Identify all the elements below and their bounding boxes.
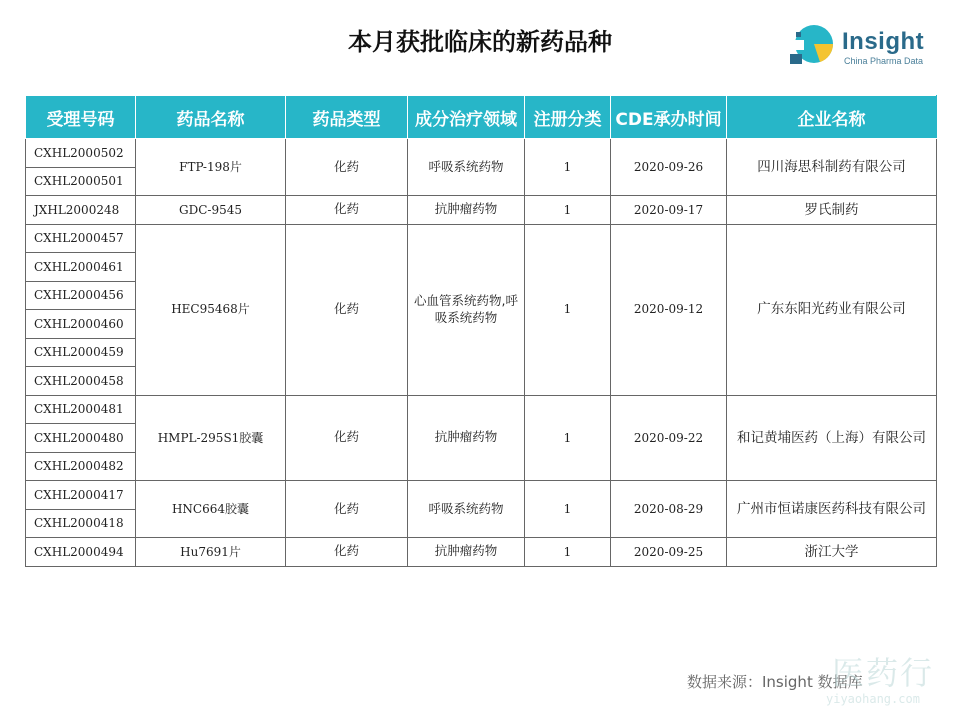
column-header-area: 成分治疗领域 (408, 96, 525, 139)
drug-name-cell: HEC95468片 (136, 224, 286, 395)
acceptance-number-cell: CXHL2000460 (26, 310, 136, 339)
acceptance-number-cell: CXHL2000417 (26, 481, 136, 510)
therapy-area-cell: 呼吸系统药物 (408, 481, 525, 538)
acceptance-number-cell: CXHL2000482 (26, 452, 136, 481)
cde-date-cell: 2020-09-25 (611, 538, 727, 567)
therapy-area-cell: 抗肿瘤药物 (408, 196, 525, 225)
acceptance-number-cell: CXHL2000502 (26, 139, 136, 168)
column-header-class: 注册分类 (525, 96, 611, 139)
acceptance-number-cell: CXHL2000480 (26, 424, 136, 453)
table-row (26, 196, 937, 225)
acceptance-number-cell: CXHL2000459 (26, 338, 136, 367)
therapy-area-cell: 抗肿瘤药物 (408, 538, 525, 567)
registration-class-cell: 1 (525, 481, 611, 538)
acceptance-number-cell: CXHL2000418 (26, 509, 136, 538)
column-header-company: 企业名称 (727, 96, 937, 139)
drug-name-cell: Hu7691片 (136, 538, 286, 567)
table-row (26, 224, 937, 253)
cde-date-cell: 2020-09-26 (611, 139, 727, 196)
therapy-area-cell: 呼吸系统药物 (408, 139, 525, 196)
drug-name-cell: HNC664胶囊 (136, 481, 286, 538)
acceptance-number-cell: CXHL2000458 (26, 367, 136, 396)
column-header-type: 药品类型 (286, 96, 408, 139)
cde-date-cell: 2020-08-29 (611, 481, 727, 538)
company-cell: 浙江大学 (727, 538, 937, 567)
drug-type-cell: 化药 (286, 481, 408, 538)
registration-class-cell: 1 (525, 224, 611, 395)
cde-date-cell: 2020-09-12 (611, 224, 727, 395)
drug-type-cell: 化药 (286, 196, 408, 225)
company-cell: 四川海思科制药有限公司 (727, 139, 937, 196)
column-header-drug: 药品名称 (136, 96, 286, 139)
table-row (26, 395, 937, 424)
drug-type-cell: 化药 (286, 538, 408, 567)
therapy-area-cell: 心血管系统药物,呼吸系统药物 (408, 224, 525, 395)
drug-name-cell: FTP-198片 (136, 139, 286, 196)
drug-name-cell: GDC-9545 (136, 196, 286, 225)
acceptance-number-cell: JXHL2000248 (26, 196, 136, 225)
company-cell: 广州市恒诺康医药科技有限公司 (727, 481, 937, 538)
registration-class-cell: 1 (525, 538, 611, 567)
yiyaohang-watermark (812, 648, 952, 718)
insight-logo (786, 22, 946, 70)
registration-class-cell: 1 (525, 196, 611, 225)
watermark-url: yiyaohang.com (826, 692, 920, 706)
registration-class-cell: 1 (525, 395, 611, 481)
page-title: 本月获批临床的新药品种 (348, 28, 612, 56)
logo-subtitle: China Pharma Data (844, 56, 924, 66)
registration-class-cell: 1 (525, 139, 611, 196)
cde-date-cell: 2020-09-22 (611, 395, 727, 481)
watermark-logo-text: 医药行 (832, 654, 935, 692)
acceptance-number-cell: CXHL2000494 (26, 538, 136, 567)
company-cell: 广东东阳光药业有限公司 (727, 224, 937, 395)
drug-name-cell: HMPL-295S1胶囊 (136, 395, 286, 481)
table-row (26, 139, 937, 168)
column-header-code: 受理号码 (26, 96, 136, 139)
insight-logo-icon (786, 22, 838, 70)
data-source-note: 数据来源：Insight 数据库 (687, 673, 863, 691)
acceptance-number-cell: CXHL2000461 (26, 253, 136, 282)
acceptance-number-cell: CXHL2000501 (26, 167, 136, 196)
cde-date-cell: 2020-09-17 (611, 196, 727, 225)
acceptance-number-cell: CXHL2000456 (26, 281, 136, 310)
company-cell: 和记黄埔医药（上海）有限公司 (727, 395, 937, 481)
drug-type-cell: 化药 (286, 139, 408, 196)
drug-type-cell: 化药 (286, 224, 408, 395)
table-row (26, 538, 937, 567)
logo-wordmark: Insight (842, 28, 925, 55)
table-header (26, 96, 937, 139)
approved-drugs-table (25, 95, 937, 567)
column-header-date: CDE承办时间 (611, 96, 727, 139)
acceptance-number-cell: CXHL2000481 (26, 395, 136, 424)
therapy-area-cell: 抗肿瘤药物 (408, 395, 525, 481)
table-body (26, 139, 937, 567)
drug-type-cell: 化药 (286, 395, 408, 481)
acceptance-number-cell: CXHL2000457 (26, 224, 136, 253)
table-row (26, 481, 937, 510)
header-row (26, 96, 937, 139)
company-cell: 罗氏制药 (727, 196, 937, 225)
